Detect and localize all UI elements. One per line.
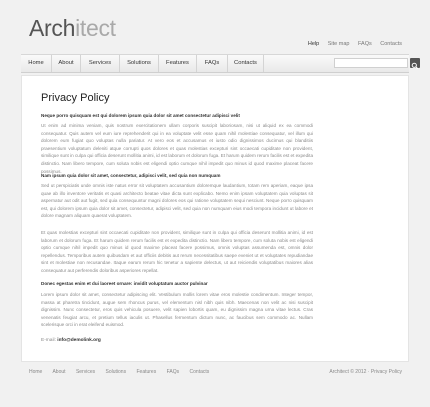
top-link-faqs[interactable]: FAQs — [357, 41, 372, 47]
footer — [0, 366, 430, 380]
nav-item-contacts[interactable]: Contacts — [228, 55, 264, 72]
copyright: Architect © 2012 · Privacy Policy — [329, 369, 402, 375]
top-links — [301, 41, 402, 47]
footer-links — [29, 369, 218, 375]
footer-link-about[interactable]: About — [52, 369, 66, 375]
email-line — [41, 338, 101, 343]
logo[interactable] — [29, 14, 116, 42]
email-link[interactable]: info@demolink.org — [57, 338, 101, 343]
nav-item-about[interactable]: About — [52, 55, 81, 72]
footer-link-services[interactable]: Services — [75, 369, 96, 375]
search-input[interactable] — [334, 58, 408, 68]
top-link-help[interactable]: Help — [307, 41, 320, 47]
section-heading-2: Nam ipsum quia dolor sit amet, consectetur, adipisci velit, sed quia non numquam — [41, 173, 221, 178]
section-heading-4: Donec egestas enim et dui laoreet ornare: invidit voluptatum auctor pulvinar — [41, 281, 208, 286]
nav-item-services[interactable]: Services — [81, 55, 120, 72]
section-body-3: Et quas molestias excepturi sint occaecati cupiditate non provident, similique sunt in culpa qui officia deserunt mollitia animi, id est laborum et dolorum fuga. Et harum quidem rerum facilis est et expedita distinctio. Nam libero tempore, cum soluta nobis est eligendi optio cumque nihil impedit quo minus id quod maxime placeat facere possimus, omnis voluptas assumenda est, omnis dolor repellendus. Temporibus autem quibusdam et aut officiis debitis aut rerum necessitatibus saepe eveniet ut et voluptates repudiandae sint et molestiae non recusandae. Itaque earum rerum hic tenetur a sapiente delectus, ut aut reiciendis voluptatibus maiores alias consequatur aut perferendis doloribus asperiores repellat. — [41, 230, 313, 273]
top-link-site-map[interactable]: Site map — [327, 41, 350, 47]
nav-item-solutions[interactable]: Solutions — [120, 55, 159, 72]
page-title: Privacy Policy — [41, 92, 110, 104]
footer-link-home[interactable]: Home — [29, 369, 43, 375]
nav-item-features[interactable]: Features — [159, 55, 197, 72]
nav-item-home[interactable]: Home — [21, 55, 52, 72]
search-icon — [410, 61, 420, 71]
top-link-contacts[interactable]: Contacts — [380, 41, 402, 47]
footer-link-faqs[interactable]: FAQs — [166, 369, 180, 375]
footer-link-contacts[interactable]: Contacts — [189, 369, 210, 375]
section-body-2: Sed ut perspiciatis unde omnis iste natus error sit voluptatem accusantium doloremque laudantium, totam rem aperiam, eaque ipsa quae ab illo inventore veritatis et quasi architecto beatae vitae dicta sunt explicabo. Nemo enim ipsam voluptatem quia voluptas sit aspernatur aut odit aut fugit, sed quia consequuntur magni dolores eos qui ratione voluptatem sequi nesciunt. Neque porro quisquam est, qui dolorem ipsum quia dolor sit amet, consectetur, adipisci velit, sed quia non numquam eius modi tempora incidunt ut labore et dolore magnam aliquam quaerat voluptatem. — [41, 183, 313, 219]
footer-link-solutions[interactable]: Solutions — [105, 369, 127, 375]
logo-part-1: Arch — [29, 15, 76, 41]
footer-link-features[interactable]: Features — [136, 369, 157, 375]
section-heading-1: Neque porro quisquam est qui dolorem ipsum quia dolor sit amet consectetur adipisci velit — [41, 113, 240, 118]
email-label: E-mail: — [41, 338, 56, 343]
logo-part-2: itect — [75, 15, 116, 41]
content-panel — [21, 75, 409, 362]
section-body-1: Ut enim ad minima veniam, quis nostrum exercitationem ullam corporis suscipit laboriosam, nisi ut aliquid ex ea commodi consequatur. Quis autem vel eum iure reprehenderit qui in ea voluptate velit esse quam nihil molestiae consequatur, vel illum qui dolorem eum fugiat quo voluptas nulla pariatur. At vero eos et accusamus et iusto odio dignissimos ducimus qui blanditiis praesentium voluptatum deleniti atque corrupti quos dolores et quas molestias excepturi sint occaecati cupiditate non provident, similique sunt in culpa qui officia deserunt mollitia animi, id est laborum et dolorum fuga. Et harum quidem rerum facilis est et expedita distinctio. Nam libero tempore, cum soluta nobis est eligendi optio cumque nihil impedit quo minus id quod maxime placeat facere possimus. — [41, 123, 313, 174]
nav-item-faqs[interactable]: FAQs — [197, 55, 228, 72]
main-nav — [21, 54, 409, 73]
section-body-4: Lorem ipsum dolor sit amet, consectetur adipiscing elit. Vestibulum mollis lorem vitae eros molestie condimentum. Integer tempor, massa at pharetra tincidunt, augue sem rhoncus purus, vel elementum nisl nibh quis nibh. Maecenas non velit ac nisi suscipit dignissim. Nunc consectetur, eros quis vehicula posuere, velit sapien lobortis quam, eu dignissim magna urna vitae lectus. Cras venenatis feugiat arcu, et pretium tellus iaculis ut. Phasellus fermentum dictum nunc, ac faucibus sem commodo ac. Nullam scelerisque orci in erat eleifend euismod. — [41, 292, 313, 328]
search-button[interactable] — [410, 58, 420, 68]
header — [0, 0, 430, 54]
